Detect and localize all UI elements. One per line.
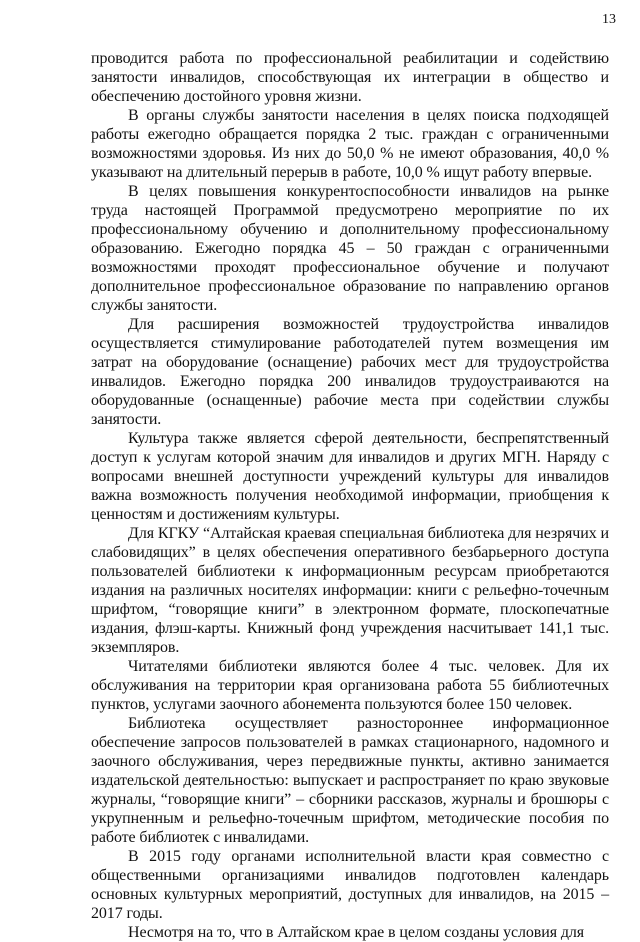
- paragraph-employment-service: В органы службы занятости населения в целях поиска подходящей работы ежегодно обращается порядка 2 тыс. граждан с ограниченными возможностями здоровья. Из них до 50,0 % не имеют образования, 40,0 % указывают на длительный перерыв в работе, 10,0 % ищут работу впервые.: [91, 107, 609, 181]
- paragraph-library-resources: Для КГКУ “Алтайская краевая специальная библиотека для незрячих и слабовидящих” в целях обеспечения оперативного безбарьерного доступа пользователей библиотеки к информационным ресурсам приобретаются издания на различных носителях информации: книги с рельефно-точечным шрифтом, “говорящие книги” в электронном формате, плоскопечатные издания, флэш-карты. Книжный фонд учреждения насчитывает 141,1 тыс. экземпляров.: [91, 525, 609, 656]
- body-text: [91, 49, 609, 942]
- paragraph-cultural-calendar: В 2015 году органами исполнительной власти края совместно с общественными организациями инвалидов подготовлен календарь основных культурных мероприятий, доступных для инвалидов, на 2015 – 2017 годы.: [91, 848, 609, 922]
- paragraph-workplace-equipment: Для расширения возможностей трудоустройства инвалидов осуществляется стимулирование работодателей путем возмещения им затрат на оборудование (оснащение) рабочих мест для трудоустройства инвалидов. Ежегодно порядка 200 инвалидов трудоустраиваются на оборудованные (оснащенные) рабочие места при содействии службы занятости.: [91, 316, 609, 428]
- paragraph-competitiveness: В целях повышения конкурентоспособности инвалидов на рынке труда настоящей Программой предусмотрено мероприятие по их профессиональному обучению и дополнительному профессиональному образованию. Ежегодно порядка 45 – 50 граждан с ограниченными возможностями проходят профессиональное обучение и получают дополнительное профессиональное образование по направлению органов службы занятости.: [91, 183, 609, 314]
- paragraph-conditions-continuation: Несмотря на то, что в Алтайском крае в целом созданы условия для: [128, 924, 585, 941]
- paragraph-library-services: Библиотека осуществляет разностороннее информационное обеспечение запросов пользователей в рамках стационарного, надомного и заочного обслуживания, через передвижные пункты, активно занимается издательской деятельностью: выпускает и распространяет по краю звуковые журналы, “говорящие книги” – сборники рассказов, журналы и брошюры с укрупненным и рельефно-точечным шрифтом, методические пособия по работе библиотек с инвалидами.: [91, 715, 609, 846]
- page-number: 13: [602, 12, 616, 27]
- paragraph-vocational-rehabilitation: проводится работа по профессиональной реабилитации и содействию занятости инвалидов, способствующая их интеграции в общество и обеспечению достойного уровня жизни.: [91, 50, 609, 105]
- paragraph-library-readers: Читателями библиотеки являются более 4 тыс. человек. Для их обслуживания на территории края организована работа 55 библиотечных пунктов, услугами заочного абонемента пользуются более 150 человек.: [91, 658, 609, 713]
- paragraph-culture-access: Культура также является сферой деятельности, беспрепятственный доступ к услугам которой значим для инвалидов и других МГН. Наряду с вопросами внешней доступности учреждений культуры для инвалидов важна возможность получения необходимой информации, приобщения к ценностям и достижениям культуры.: [91, 430, 609, 523]
